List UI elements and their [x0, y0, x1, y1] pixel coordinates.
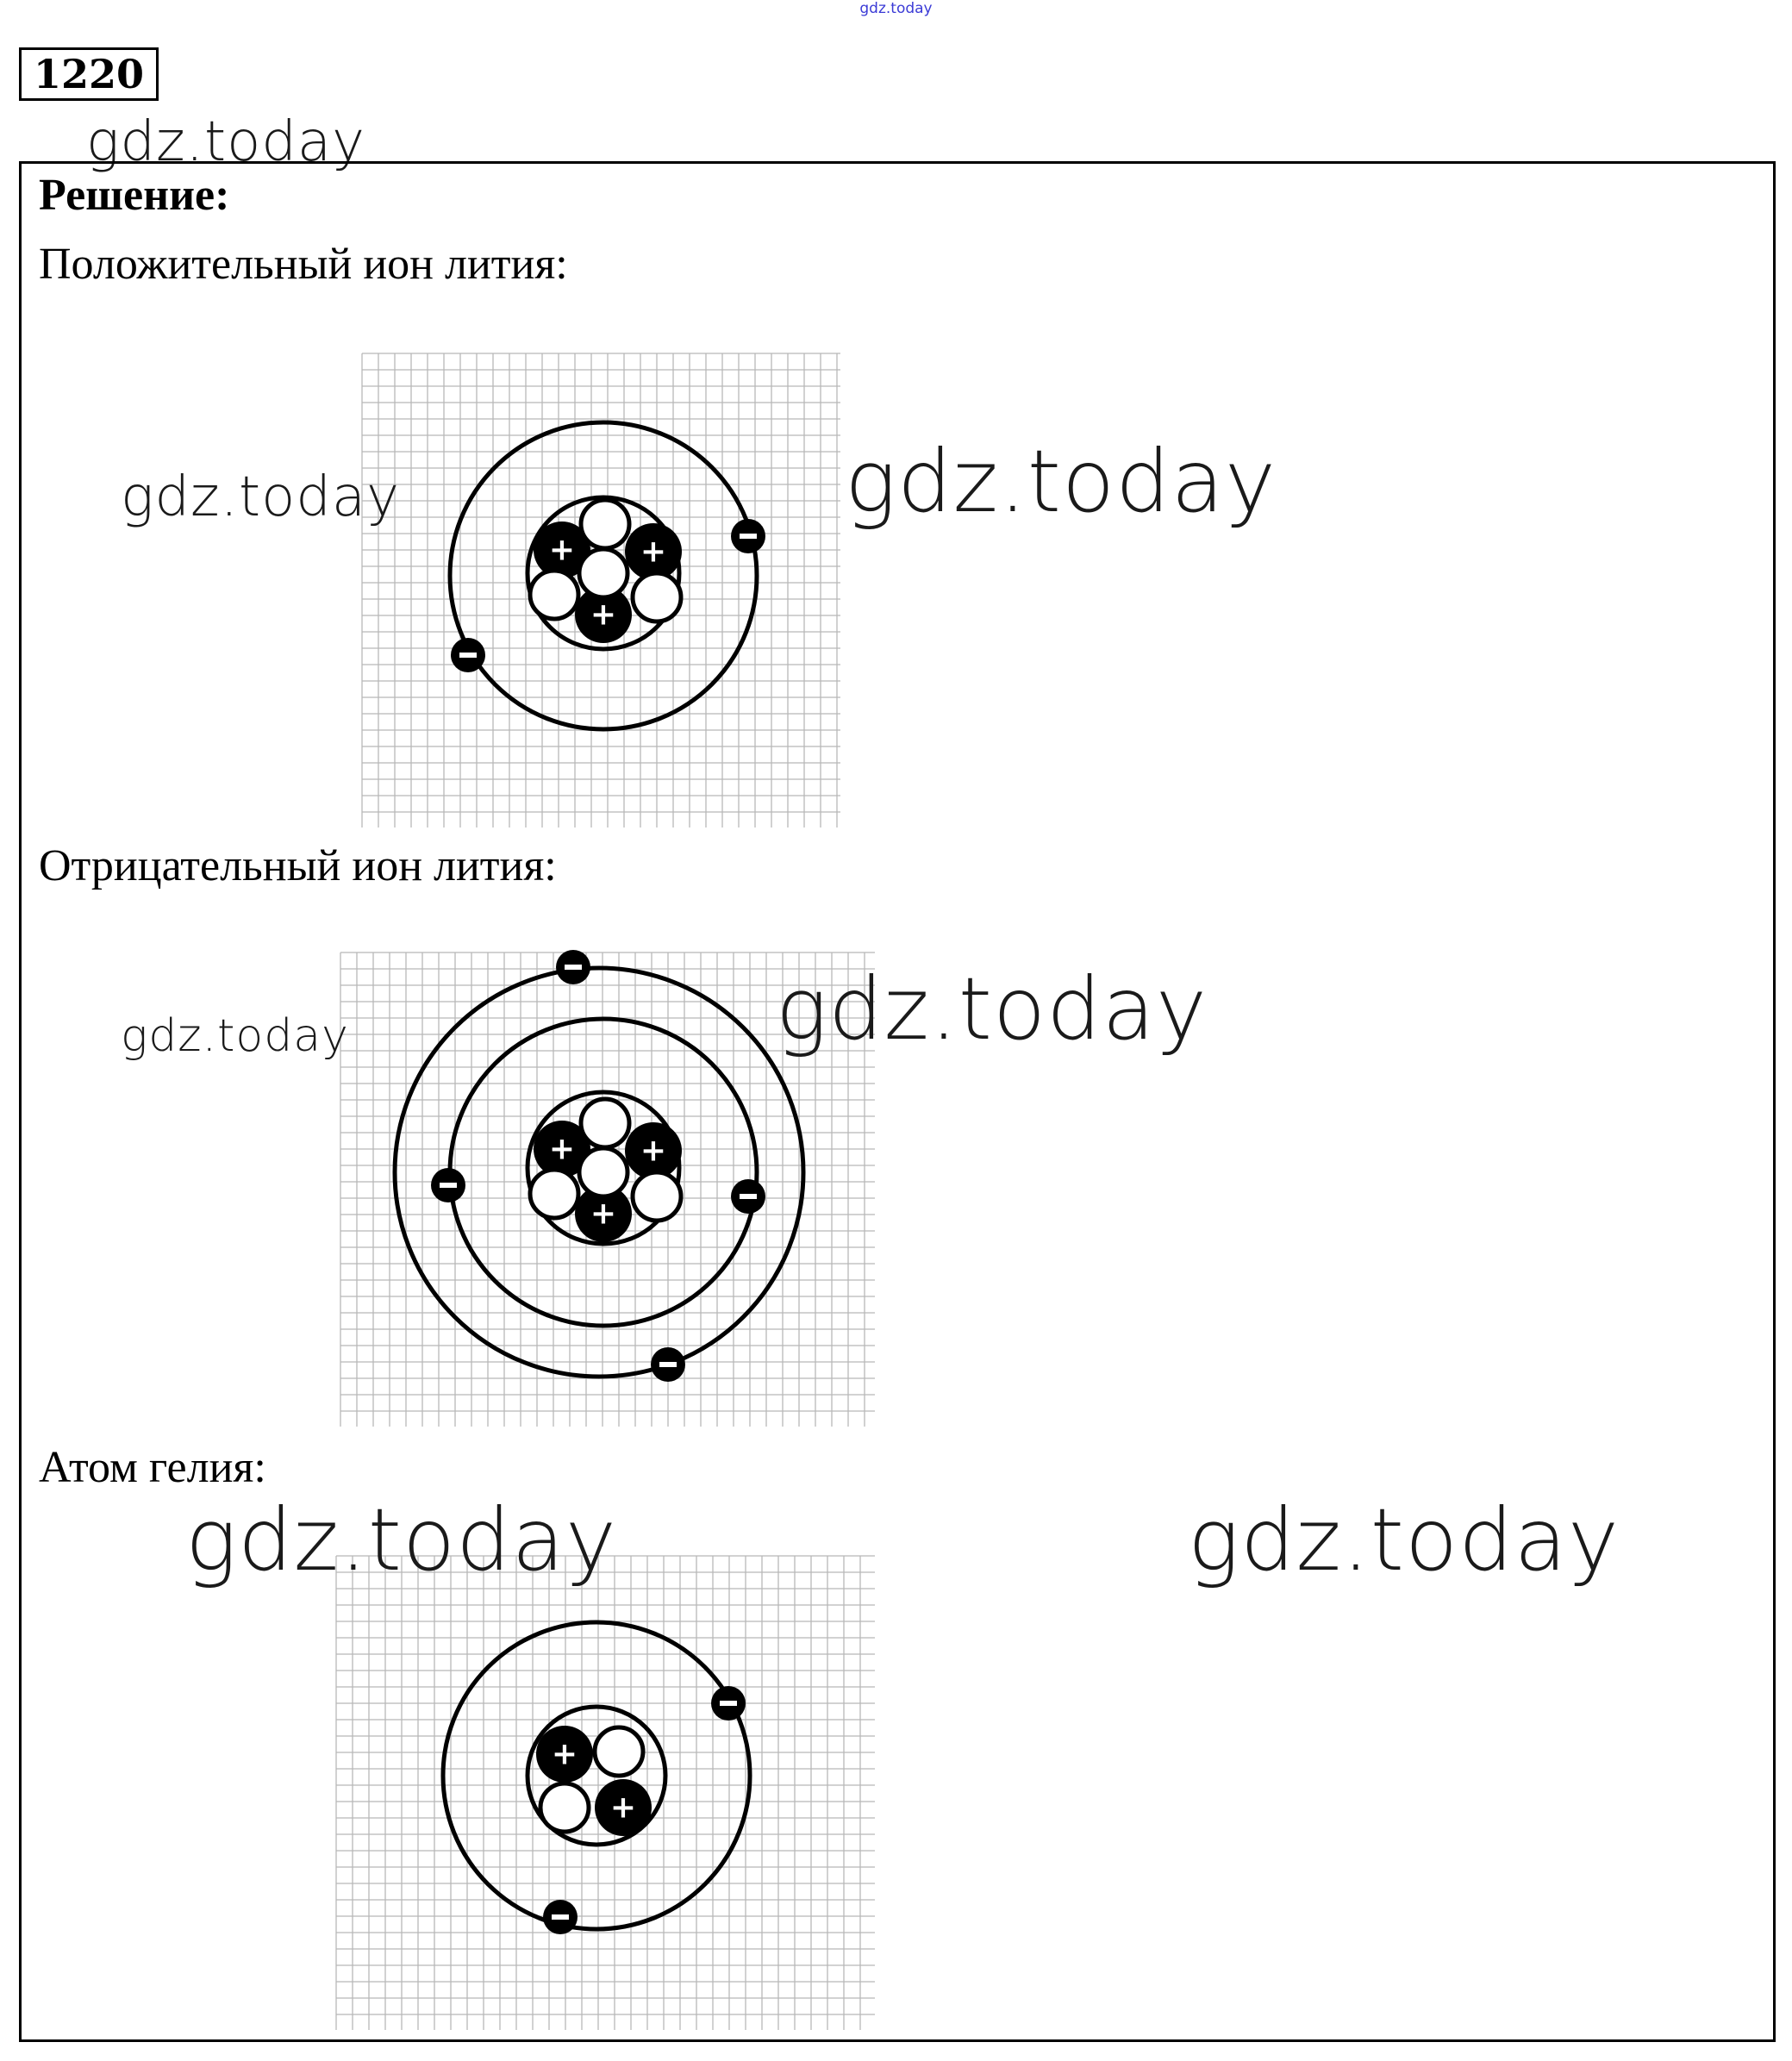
electron [731, 519, 765, 553]
neutron [633, 573, 681, 621]
svg-text:+: + [640, 1133, 667, 1169]
neutron [581, 500, 629, 548]
electron [556, 950, 590, 984]
watermark: gdz.today [185, 1490, 618, 1590]
problem-number: 1220 [19, 47, 159, 101]
svg-text:+: + [609, 1789, 637, 1826]
caption-negative-lithium-ion: Отрицательный ион лития: [39, 841, 557, 890]
caption-helium-atom: Атом гелия: [39, 1443, 266, 1492]
watermark: gdz.today [121, 1010, 349, 1062]
proton [595, 1779, 652, 1836]
neutron [595, 1727, 643, 1776]
neutron [530, 1170, 578, 1218]
caption-positive-lithium-ion: Положительный ион лития: [39, 240, 568, 289]
svg-text:+: + [551, 1736, 578, 1772]
electron [651, 1347, 685, 1382]
helium-atom-diagram [332, 1552, 879, 2034]
neutron [633, 1172, 681, 1221]
svg-text:+: + [590, 1196, 617, 1232]
watermark: gdz.today [776, 959, 1208, 1059]
svg-text:+: + [548, 532, 576, 568]
neutron [530, 571, 578, 619]
neutron [581, 1099, 629, 1147]
svg-text:+: + [590, 596, 617, 633]
watermark: gdz.today [86, 110, 365, 174]
svg-text:+: + [548, 1131, 576, 1167]
lithium-positive-ion-diagram [358, 349, 845, 832]
watermark: gdz.today [845, 431, 1277, 532]
neutron [540, 1783, 589, 1832]
solution-heading: Решение: [39, 171, 230, 220]
electron [731, 1179, 765, 1214]
electron [431, 1168, 465, 1202]
watermark: gdz.today [121, 465, 400, 529]
electron [451, 638, 485, 672]
proton [536, 1726, 593, 1783]
top-watermark: gdz.today [859, 0, 933, 17]
electron [711, 1686, 746, 1721]
electron [543, 1900, 578, 1934]
nucleus [536, 1726, 652, 1836]
neutron [579, 549, 628, 597]
svg-text:+: + [640, 534, 667, 570]
watermark: gdz.today [1188, 1490, 1620, 1590]
neutron [579, 1148, 628, 1196]
